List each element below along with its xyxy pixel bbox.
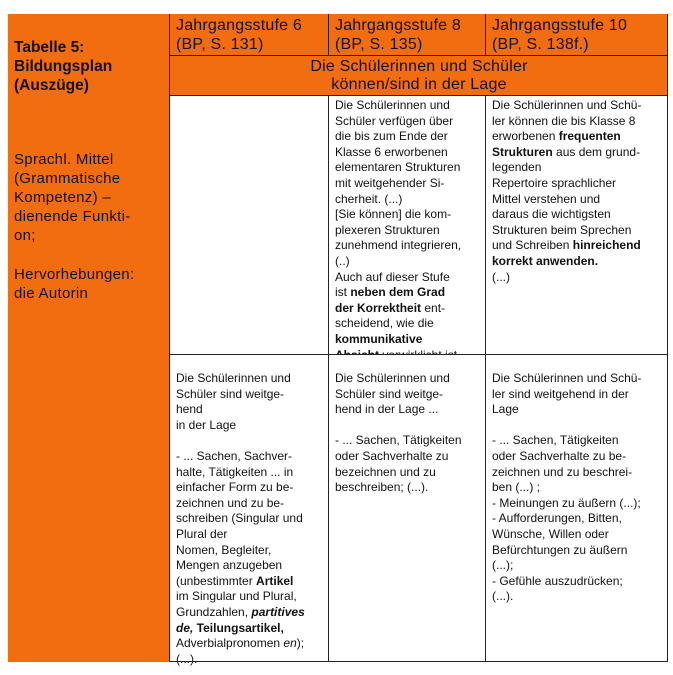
text-line: Schüler sind weitge- [335, 386, 444, 401]
text-line: - ... Sachen, Tätigkeiten [335, 433, 462, 448]
text-line: hend in der Lage ... [335, 402, 439, 417]
text-line: Befürchtungen zu äußern [492, 542, 628, 557]
competence-note [14, 150, 163, 245]
emphasis: frequenten [558, 129, 621, 144]
row1-grade-10-cell [485, 95, 668, 354]
text-line [335, 332, 479, 348]
text-line: Schüler verfügen über [335, 113, 454, 128]
emphasis: de, [176, 620, 194, 635]
text-line: zeichnen und zu be- [176, 495, 285, 510]
text-run: und Schreiben [492, 238, 573, 253]
text-line: mit weitgehender Si- [335, 175, 445, 190]
text-line: (...). [176, 651, 198, 666]
text-line: - ... Sachen, Sachver- [176, 448, 293, 463]
text-run: ist [335, 285, 351, 300]
text-run: aus dem grund- [552, 144, 641, 159]
text-line [492, 129, 662, 145]
text-line: die bis zum Ende der [335, 129, 448, 144]
title-line: (Auszüge) [14, 77, 89, 94]
text-line: Die Schülerinnen und [335, 98, 450, 112]
header-line: (BP, S. 138f.) [492, 36, 589, 53]
banner-line: können/sind in der Lage [331, 76, 507, 93]
note-line: die Autorin [14, 285, 89, 302]
text-line [335, 301, 479, 317]
text-line: im Singular und Plural, [176, 589, 297, 604]
text-run: ent- [421, 300, 446, 315]
text-line [492, 145, 662, 161]
table-title [14, 38, 163, 95]
banner-line: Die Schülerinnen und Schüler [310, 58, 528, 75]
title-line: Tabelle 5: [14, 39, 85, 56]
note-line: on; [14, 227, 36, 244]
header-line: (BP, S. 135) [335, 36, 423, 53]
text-line: oder Sachverhalte zu [335, 448, 449, 463]
text-line [492, 254, 662, 270]
emphasis: Strukturen [492, 144, 553, 159]
text-line [176, 621, 322, 637]
text-line: Mittel verstehen und [492, 191, 601, 206]
text-line: Klasse 6 erworbenen [335, 144, 448, 159]
text-line: - Meinungen zu äußern (...); [492, 495, 641, 510]
text-line: oder Sachverhalte zu be- [492, 448, 627, 463]
text-line: legenden [492, 160, 542, 175]
text-run: ); [296, 636, 305, 651]
emphasis: kommunikative [335, 331, 423, 346]
emphasis: der Korrektheit [335, 300, 422, 315]
header-grade-10 [485, 14, 668, 55]
header-line: (BP, S. 131) [176, 36, 264, 53]
text-line [335, 285, 479, 301]
text-line: ler können die bis Klasse 8 [492, 113, 636, 128]
header-grade-8 [328, 14, 485, 55]
row2-grade-10-cell [485, 354, 668, 662]
emphasis: korrekt anwenden. [492, 253, 599, 268]
row1-grade-6-cell [169, 95, 328, 354]
text-line: zeichnen und zu beschrei- [492, 464, 633, 479]
header-line: Jahrgangsstufe 10 [492, 17, 628, 34]
text-line: schreiben (Singular und [176, 511, 303, 526]
text-line: Mengen anzugeben [176, 558, 283, 573]
italic-run: en [283, 636, 297, 651]
text-line [176, 636, 322, 652]
text-line: zunehmend integrieren, [335, 238, 462, 253]
text-line: Schüler sind weitge- [176, 386, 285, 401]
header-line: Jahrgangsstufe 8 [335, 17, 461, 34]
text-line [492, 238, 662, 254]
header-line: Jahrgangsstufe 6 [176, 17, 302, 34]
emphasis: partitives [251, 604, 305, 619]
text-line: ler sind weitgehend in der [492, 386, 629, 401]
text-line: beschreiben; (...). [335, 480, 429, 495]
emphasis: neben dem Grad [350, 285, 446, 300]
text-line: hend [176, 402, 203, 417]
text-line: ben (...) ; [492, 480, 541, 495]
text-line: in der Lage [176, 417, 237, 432]
curriculum-table [8, 14, 668, 666]
header-grade-6 [169, 14, 328, 55]
note-line: Hervorhebungen: [14, 266, 135, 283]
text-line: Nomen, Begleiter, [176, 542, 272, 557]
text-line: scheidend, wie die [335, 316, 434, 331]
text-line: Plural der [176, 526, 228, 541]
text-line: cherheit. (...) [335, 191, 403, 206]
text-run: Grundzahlen, [176, 604, 252, 619]
text-line: (..) [335, 253, 350, 268]
text-line: Wünsche, Willen oder [492, 526, 609, 541]
text-line: elementaren Strukturen [335, 160, 461, 175]
text-line [176, 605, 322, 621]
text-line: einfacher Form zu be- [176, 480, 294, 495]
text-line: Die Schülerinnen und Schü- [492, 371, 642, 385]
table-caption-column [8, 14, 169, 662]
text-line: - Aufforderungen, Bitten, [492, 511, 622, 526]
row1-grade-8-cell [328, 95, 485, 354]
text-line: Lage [492, 402, 519, 417]
students-banner [169, 55, 668, 95]
text-line: Die Schülerinnen und [335, 371, 450, 385]
text-line: Strukturen beim Sprechen [492, 222, 632, 237]
text-line: bezeichnen und zu [335, 464, 436, 479]
row2-grade-8-cell [328, 354, 485, 662]
row2-grade-6-cell [169, 354, 328, 666]
note-line: (Grammatische [14, 170, 121, 187]
text-line: plexeren Strukturen [335, 222, 440, 237]
text-line: daraus die wichtigsten [492, 207, 611, 222]
emphasis: Teilungsartikel, [193, 620, 284, 635]
text-line: (...) [492, 269, 510, 284]
text-run: Adverbialpronomen [176, 636, 284, 651]
text-line [176, 574, 322, 590]
emphasis: Artikel [256, 573, 294, 588]
text-line: Auch auf dieser Stufe [335, 269, 450, 284]
text-line: - Gefühle auszudrücken; [492, 573, 623, 588]
text-run: (unbestimmter [176, 573, 257, 588]
highlight-note [14, 265, 163, 303]
emphasis: hinreichend [572, 238, 641, 253]
note-line: Sprachl. Mittel [14, 151, 114, 168]
text-line: - ... Sachen, Tätigkeiten [492, 433, 619, 448]
title-line: Bildungsplan [14, 58, 113, 75]
text-line: (...); [492, 558, 514, 573]
text-line: Die Schülerinnen und [176, 371, 291, 385]
text-line: halte, Tätigkeiten ... in [176, 464, 294, 479]
text-line: Repertoire sprachlicher [492, 175, 617, 190]
text-line: [Sie können] die kom- [335, 207, 452, 222]
note-line: dienende Funkti- [14, 208, 131, 225]
text-line: (...). [492, 589, 514, 604]
text-line: Die Schülerinnen und Schü- [492, 98, 642, 112]
note-line: Kompetenz) – [14, 189, 111, 206]
text-run: erworbenen [492, 129, 559, 144]
